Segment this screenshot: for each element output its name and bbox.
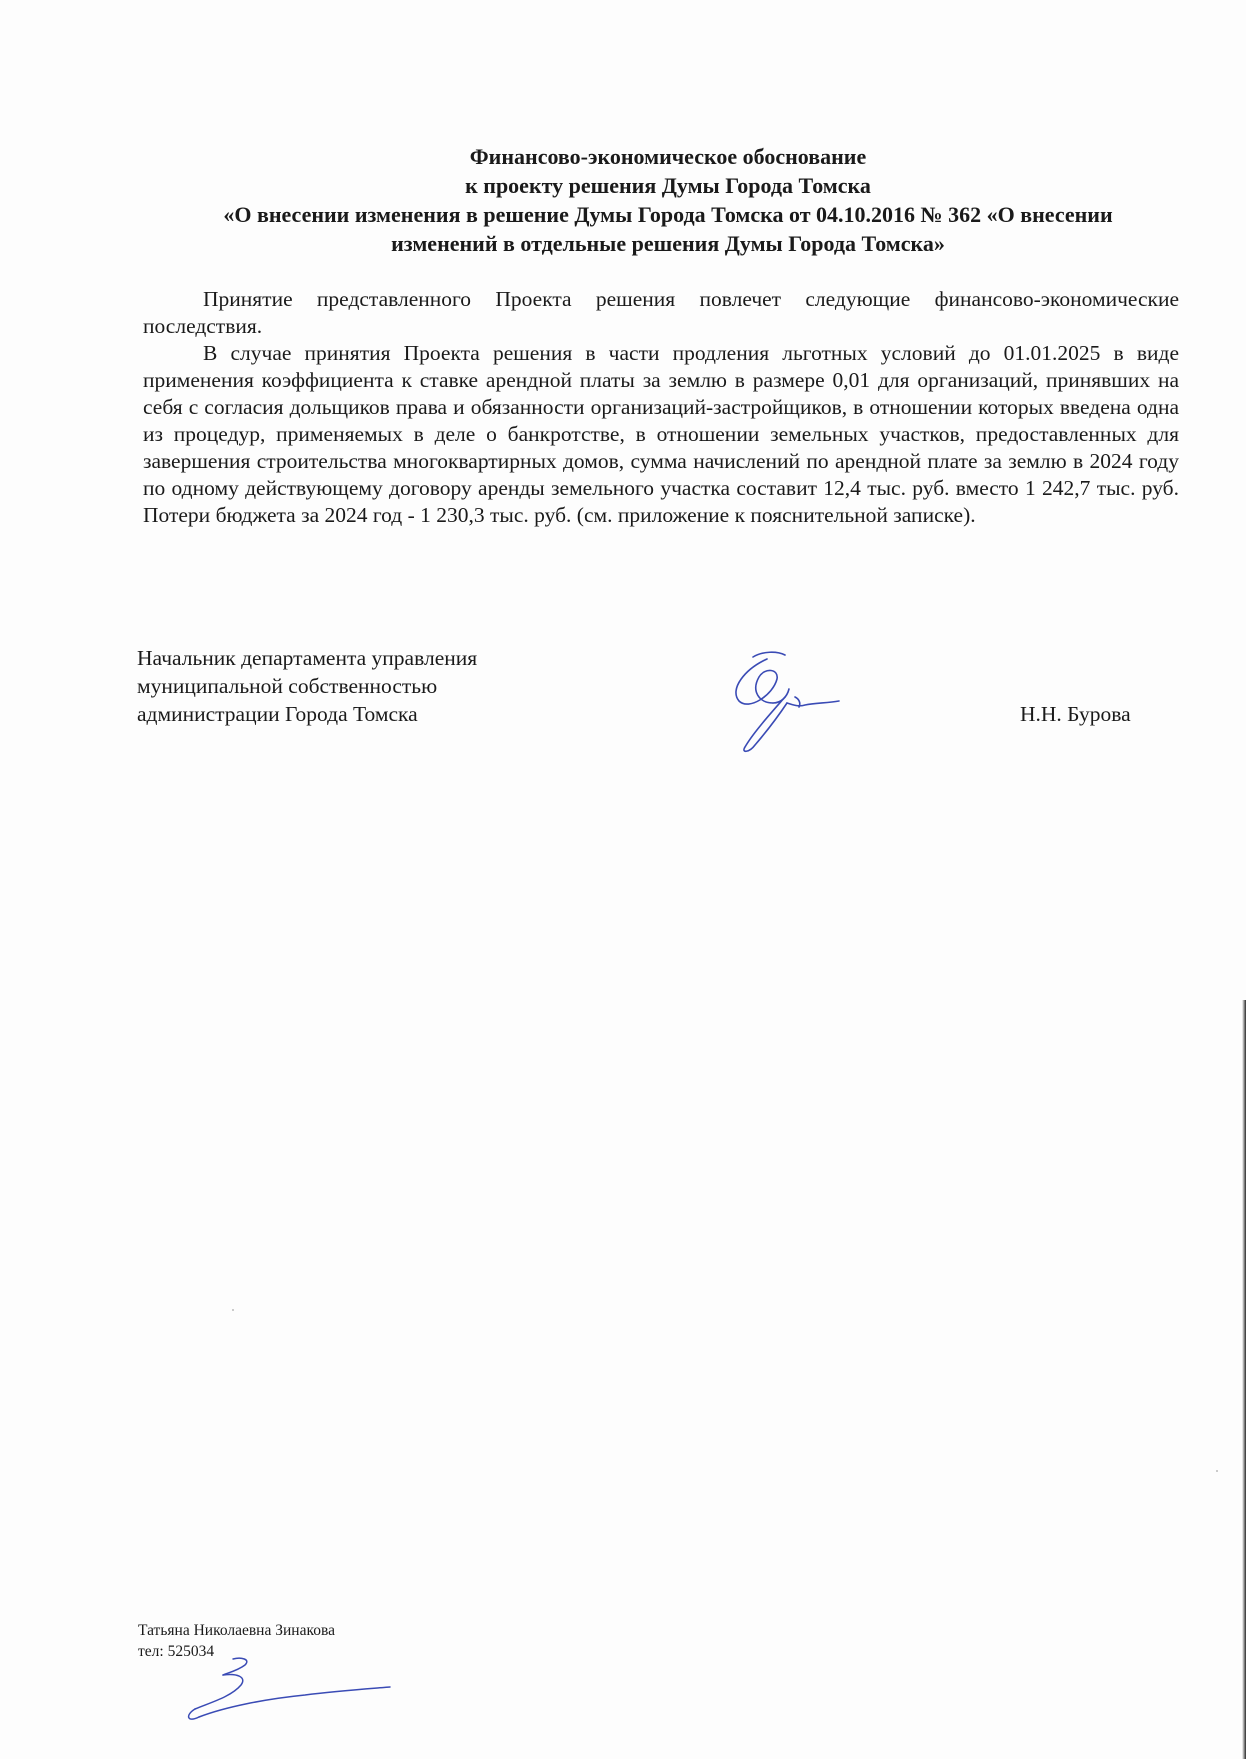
scan-speck [232,1309,234,1311]
signatory-position-line-3: администрации Города Томска [137,702,418,726]
document-body [143,286,1179,529]
signatory-name: Н.Н. Бурова [1020,702,1131,726]
title-line-3: «О внесении изменения в решение Думы Города Томска от 04.10.2016 № 362 «О внесении [223,202,1113,227]
scan-speck [1216,1470,1218,1472]
contact-name: Татьяна Николаевна Зинакова [138,1622,335,1639]
scan-edge-shadow [1242,1000,1246,1759]
signatory-position-line-2: муниципальной собственностью [137,674,438,698]
signatory-position-line-1: Начальник департамента управления [137,646,478,670]
paragraph-consequences-intro: Принятие представленного Проекта решения повлечет следующие финансово-экономические последствия. [143,287,1179,338]
signatory-position [137,644,477,728]
title-line-4: изменений в отдельные решения Думы Города Томска» [391,231,945,256]
contact-phone: тел: 525034 [138,1643,215,1660]
title-line-1: Финансово-экономическое обоснование [469,144,867,169]
document-title [150,142,1186,258]
handwritten-signature-main [715,645,855,755]
paragraph-budget-losses: В случае принятия Проекта решения в части продления льготных условий до 01.01.2025 в виде применения коэффициента к ставке арендной платы за землю в размере 0,01 для организаций, принявших на себя с согласия дольщиков права и обязанности организаций-застройщиков, в отношении которых введена одна из процедур, применяемых в деле о банкротстве, в отношении земельных участков, предоставленных для завершения строительства многоквартирных домов, сумма начислений по арендной плате за землю в 2024 году по одному действующему договору аренды земельного участка составит 12,4 тыс. руб. вместо 1 242,7 тыс. руб. Потери бюджета за 2024 год - 1 230,3 тыс. руб. (см. приложение к пояснительной записке). [143,341,1179,527]
handwritten-signature-small [185,1655,395,1725]
title-line-2: к проекту решения Думы Города Томска [465,173,871,198]
